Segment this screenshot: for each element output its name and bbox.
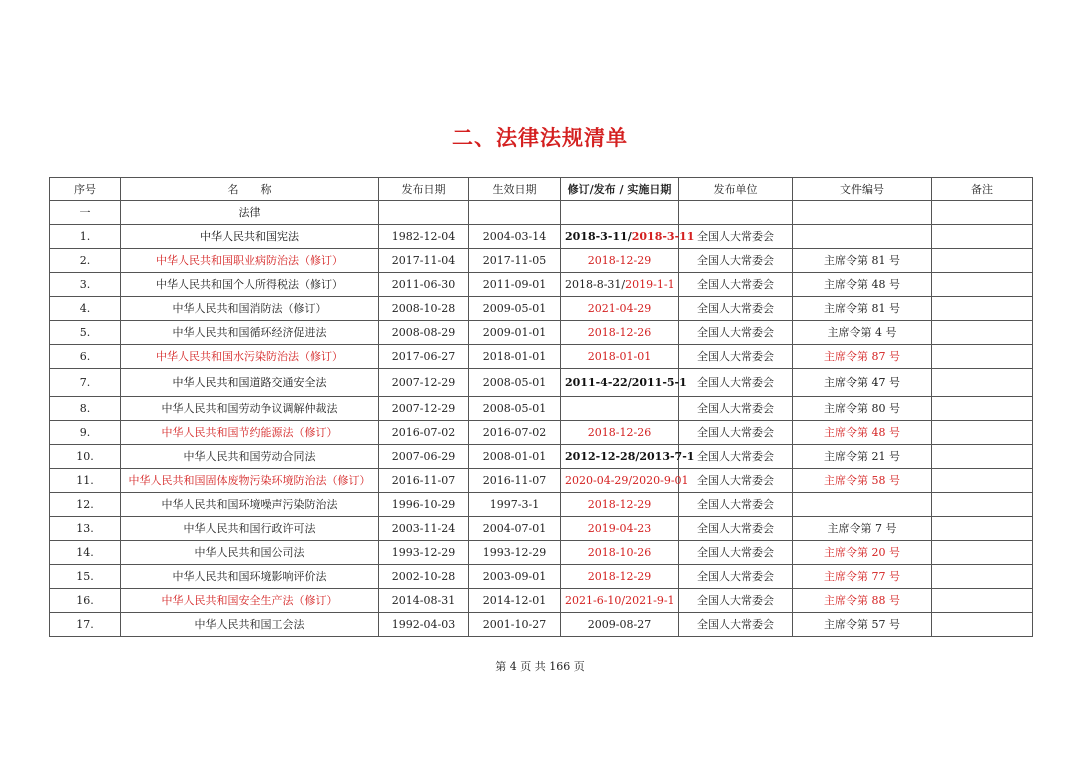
table-row — [50, 493, 1033, 517]
remarks — [932, 613, 1033, 637]
law-name: 中华人民共和国劳动合同法 — [121, 445, 379, 469]
revision-date — [561, 397, 679, 421]
table-row — [50, 445, 1033, 469]
row-number: 7. — [50, 369, 121, 397]
table-header-row — [50, 178, 1033, 201]
row-number: 3. — [50, 273, 121, 297]
table-row — [50, 297, 1033, 321]
publish-date: 2017-06-27 — [379, 345, 469, 369]
remarks — [932, 445, 1033, 469]
doc-number: 主席令第 47 号 — [793, 369, 932, 397]
issuer: 全国人大常委会 — [679, 369, 793, 397]
doc-number: 主席令第 48 号 — [793, 273, 932, 297]
issuer: 全国人大常委会 — [679, 345, 793, 369]
remarks — [932, 493, 1033, 517]
effective-date: 2017-11-05 — [469, 249, 561, 273]
doc-number: 主席令第 21 号 — [793, 445, 932, 469]
effective-date: 2003-09-01 — [469, 565, 561, 589]
section-label: 法律 — [121, 201, 379, 225]
publish-date: 1992-04-03 — [379, 613, 469, 637]
law-name: 中华人民共和国道路交通安全法 — [121, 369, 379, 397]
doc-number: 主席令第 88 号 — [793, 589, 932, 613]
revision-date-updated: 2018-3-11 — [631, 230, 695, 243]
publish-date: 1996-10-29 — [379, 493, 469, 517]
table-row — [50, 321, 1033, 345]
doc-number: 主席令第 20 号 — [793, 541, 932, 565]
doc-number: 主席令第 57 号 — [793, 613, 932, 637]
doc-number: 主席令第 4 号 — [793, 321, 932, 345]
effective-date: 2001-10-27 — [469, 613, 561, 637]
revision-date-primary: 2018-8-31/ — [565, 278, 626, 291]
issuer: 全国人大常委会 — [679, 589, 793, 613]
doc-number: 主席令第 80 号 — [793, 397, 932, 421]
row-number: 5. — [50, 321, 121, 345]
remarks — [932, 565, 1033, 589]
doc-number: 主席令第 81 号 — [793, 249, 932, 273]
revision-date — [561, 565, 679, 589]
table-row — [50, 397, 1033, 421]
row-number: 14. — [50, 541, 121, 565]
doc-number: 主席令第 58 号 — [793, 469, 932, 493]
row-number: 6. — [50, 345, 121, 369]
revision-date-updated: 2018-01-01 — [587, 350, 652, 363]
remarks — [932, 345, 1033, 369]
revision-date-updated: 2021-6-10/2021-9-1 — [565, 594, 675, 607]
publish-date: 2014-08-31 — [379, 589, 469, 613]
effective-date: 1997-3-1 — [469, 493, 561, 517]
table-row — [50, 249, 1033, 273]
law-name: 中华人民共和国个人所得税法（修订） — [121, 273, 379, 297]
publish-date: 2002-10-28 — [379, 565, 469, 589]
revision-date — [561, 541, 679, 565]
law-name: 中华人民共和国行政许可法 — [121, 517, 379, 541]
table-row — [50, 589, 1033, 613]
law-name: 中华人民共和国公司法 — [121, 541, 379, 565]
revision-date — [561, 421, 679, 445]
revision-date — [561, 249, 679, 273]
row-number: 13. — [50, 517, 121, 541]
revision-date — [561, 273, 679, 297]
effective-date: 2008-01-01 — [469, 445, 561, 469]
remarks — [932, 369, 1033, 397]
effective-date: 2009-01-01 — [469, 321, 561, 345]
header-revision-date: 修订/发布 / 实施日期 — [561, 178, 679, 201]
header-name: 名 称 — [121, 178, 379, 201]
law-list-table — [49, 177, 1033, 637]
issuer: 全国人大常委会 — [679, 469, 793, 493]
remarks — [932, 469, 1033, 493]
publish-date: 2016-07-02 — [379, 421, 469, 445]
revision-date — [561, 589, 679, 613]
publish-date: 2007-12-29 — [379, 397, 469, 421]
revision-date-updated: 2018-10-26 — [587, 546, 652, 559]
issuer: 全国人大常委会 — [679, 249, 793, 273]
law-name: 中华人民共和国循环经济促进法 — [121, 321, 379, 345]
remarks — [932, 225, 1033, 249]
effective-date: 1993-12-29 — [469, 541, 561, 565]
issuer: 全国人大常委会 — [679, 321, 793, 345]
row-number: 10. — [50, 445, 121, 469]
revision-date — [561, 297, 679, 321]
publish-date: 2017-11-04 — [379, 249, 469, 273]
remarks — [932, 541, 1033, 565]
revision-date — [561, 517, 679, 541]
effective-date: 2018-01-01 — [469, 345, 561, 369]
row-number: 9. — [50, 421, 121, 445]
doc-number — [793, 225, 932, 249]
law-name: 中华人民共和国固体废物污染环境防治法（修订） — [121, 469, 379, 493]
table-row — [50, 613, 1033, 637]
revision-date-updated: 2018-12-29 — [587, 254, 652, 267]
issuer: 全国人大常委会 — [679, 273, 793, 297]
doc-number: 主席令第 81 号 — [793, 297, 932, 321]
issuer: 全国人大常委会 — [679, 493, 793, 517]
table-row — [50, 517, 1033, 541]
revision-date — [561, 493, 679, 517]
row-number: 11. — [50, 469, 121, 493]
revision-date-updated: 2021-04-29 — [587, 302, 652, 315]
section-row — [50, 201, 1033, 225]
row-number: 16. — [50, 589, 121, 613]
law-name: 中华人民共和国工会法 — [121, 613, 379, 637]
table-row — [50, 469, 1033, 493]
revision-date-updated: 2019-04-23 — [587, 522, 652, 535]
effective-date: 2008-05-01 — [469, 397, 561, 421]
table-row — [50, 565, 1033, 589]
header-seq: 序号 — [50, 178, 121, 201]
publish-date: 2011-06-30 — [379, 273, 469, 297]
revision-date — [561, 469, 689, 493]
table-row — [50, 421, 1033, 445]
row-number: 8. — [50, 397, 121, 421]
header-issuer: 发布单位 — [679, 178, 793, 201]
issuer: 全国人大常委会 — [679, 613, 793, 637]
effective-date: 2004-03-14 — [469, 225, 561, 249]
issuer: 全国人大常委会 — [679, 397, 793, 421]
section-number: 一 — [50, 201, 121, 225]
row-number: 1. — [50, 225, 121, 249]
revision-date — [561, 225, 695, 249]
law-name: 中华人民共和国劳动争议调解仲裁法 — [121, 397, 379, 421]
revision-date — [561, 345, 679, 369]
doc-number: 主席令第 87 号 — [793, 345, 932, 369]
remarks — [932, 297, 1033, 321]
effective-date: 2016-11-07 — [469, 469, 561, 493]
revision-date-primary: 2018-3-11/ — [565, 230, 632, 243]
effective-date: 2009-05-01 — [469, 297, 561, 321]
header-remarks: 备注 — [932, 178, 1033, 201]
law-name: 中华人民共和国安全生产法（修订） — [121, 589, 379, 613]
issuer: 全国人大常委会 — [679, 297, 793, 321]
remarks — [932, 589, 1033, 613]
revision-date-primary: 2011-4-22/2011-5-1 — [565, 376, 687, 389]
issuer: 全国人大常委会 — [679, 445, 793, 469]
revision-date-updated: 2018-12-29 — [587, 498, 652, 511]
revision-date-updated: 2020-04-29/2020-9-01 — [565, 474, 689, 487]
effective-date: 2004-07-01 — [469, 517, 561, 541]
law-name: 中华人民共和国节约能源法（修订） — [121, 421, 379, 445]
revision-date-updated: 2019-1-1 — [625, 278, 675, 291]
header-doc-number: 文件编号 — [793, 178, 932, 201]
row-number: 12. — [50, 493, 121, 517]
table-row — [50, 273, 1033, 297]
table-row — [50, 541, 1033, 565]
publish-date: 2007-06-29 — [379, 445, 469, 469]
doc-number: 主席令第 77 号 — [793, 565, 932, 589]
publish-date: 2003-11-24 — [379, 517, 469, 541]
law-name: 中华人民共和国职业病防治法（修订） — [121, 249, 379, 273]
law-name: 中华人民共和国水污染防治法（修订） — [121, 345, 379, 369]
row-number: 4. — [50, 297, 121, 321]
table-row — [50, 369, 1033, 397]
issuer: 全国人大常委会 — [679, 517, 793, 541]
doc-number — [793, 493, 932, 517]
law-name: 中华人民共和国环境影响评价法 — [121, 565, 379, 589]
publish-date: 2016-11-07 — [379, 469, 469, 493]
header-effective-date: 生效日期 — [469, 178, 561, 201]
revision-date-primary: 2012-12-28/2013-7-1 — [565, 450, 695, 463]
law-name: 中华人民共和国环境噪声污染防治法 — [121, 493, 379, 517]
publish-date: 2007-12-29 — [379, 369, 469, 397]
doc-number: 主席令第 7 号 — [793, 517, 932, 541]
issuer: 全国人大常委会 — [679, 541, 793, 565]
revision-date-updated: 2018-12-26 — [587, 326, 652, 339]
table-row — [50, 345, 1033, 369]
issuer: 全国人大常委会 — [679, 225, 793, 249]
doc-number: 主席令第 48 号 — [793, 421, 932, 445]
header-publish-date: 发布日期 — [379, 178, 469, 201]
remarks — [932, 397, 1033, 421]
revision-date-primary: 2009-08-27 — [587, 618, 652, 631]
row-number: 17. — [50, 613, 121, 637]
publish-date: 1982-12-04 — [379, 225, 469, 249]
row-number: 2. — [50, 249, 121, 273]
remarks — [932, 517, 1033, 541]
remarks — [932, 273, 1033, 297]
revision-date — [561, 369, 687, 397]
revision-date-updated: 2018-12-29 — [587, 570, 652, 583]
publish-date: 2008-10-28 — [379, 297, 469, 321]
remarks — [932, 249, 1033, 273]
table-row — [50, 225, 1033, 249]
revision-date — [561, 445, 695, 469]
effective-date: 2011-09-01 — [469, 273, 561, 297]
publish-date: 2008-08-29 — [379, 321, 469, 345]
law-name: 中华人民共和国宪法 — [121, 225, 379, 249]
law-name: 中华人民共和国消防法（修订） — [121, 297, 379, 321]
effective-date: 2014-12-01 — [469, 589, 561, 613]
issuer: 全国人大常委会 — [679, 565, 793, 589]
row-number: 15. — [50, 565, 121, 589]
revision-date — [561, 321, 679, 345]
revision-date-updated: 2018-12-26 — [587, 426, 652, 439]
effective-date: 2016-07-02 — [469, 421, 561, 445]
page-footer: 第 4 页 共 166 页 — [495, 660, 585, 673]
remarks — [932, 421, 1033, 445]
remarks — [932, 321, 1033, 345]
revision-date — [561, 613, 679, 637]
page-title: 二、法律法规清单 — [452, 126, 628, 150]
issuer: 全国人大常委会 — [679, 421, 793, 445]
effective-date: 2008-05-01 — [469, 369, 561, 397]
publish-date: 1993-12-29 — [379, 541, 469, 565]
